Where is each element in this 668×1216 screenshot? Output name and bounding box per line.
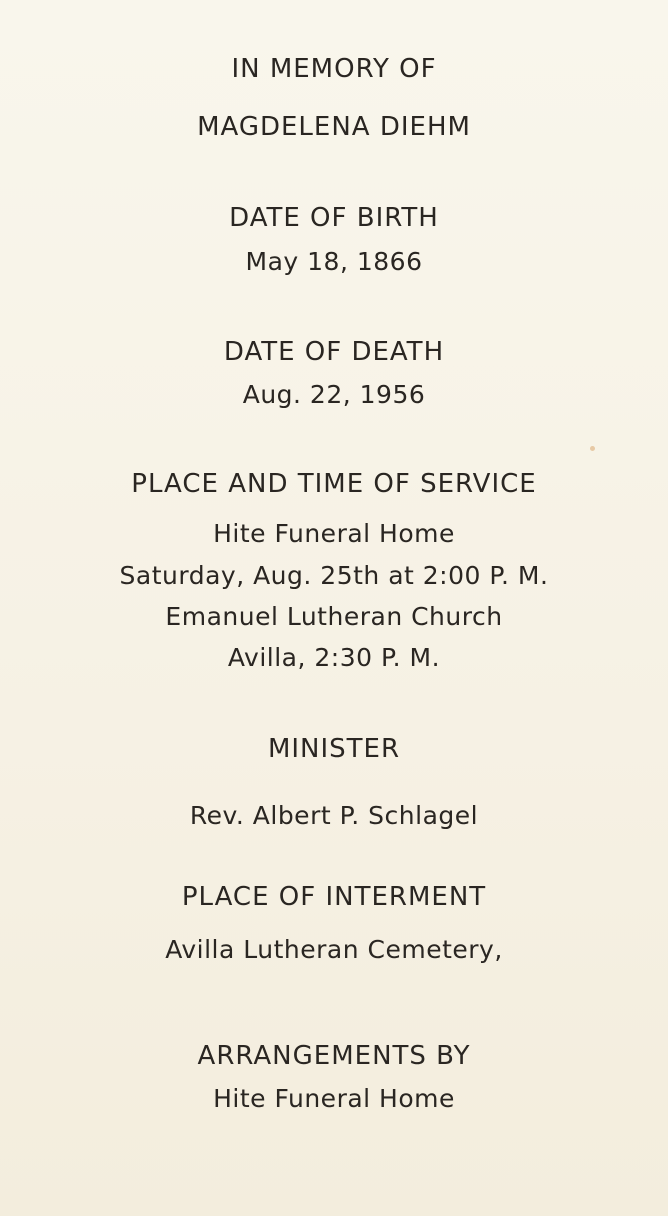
memory-heading: IN MEMORY OF [231, 54, 437, 84]
death-heading: DATE OF DEATH [223, 337, 445, 367]
minister-heading: MINISTER [267, 734, 401, 764]
death-date: Aug. 22, 1956 [242, 380, 426, 409]
paper-speck [590, 446, 595, 451]
service-time-1: Saturday, Aug. 25th at 2:00 P. M. [119, 561, 549, 590]
service-place-1: Hite Funeral Home [213, 519, 455, 548]
arrangements-by: Hite Funeral Home [213, 1084, 455, 1113]
arrangements-heading: ARRANGEMENTS BY [197, 1041, 471, 1071]
interment-place: Avilla Lutheran Cemetery, [165, 935, 503, 964]
service-time-2: Avilla, 2:30 P. M. [227, 643, 441, 672]
birth-date: May 18, 1866 [245, 247, 423, 276]
birth-heading: DATE OF BIRTH [229, 203, 439, 233]
interment-heading: PLACE OF INTERMENT [181, 882, 487, 912]
service-heading: PLACE AND TIME OF SERVICE [131, 469, 537, 499]
service-place-2: Emanuel Lutheran Church [165, 602, 503, 631]
minister-name: Rev. Albert P. Schlagel [189, 801, 479, 830]
deceased-name: MAGDELENA DIEHM [197, 112, 471, 142]
